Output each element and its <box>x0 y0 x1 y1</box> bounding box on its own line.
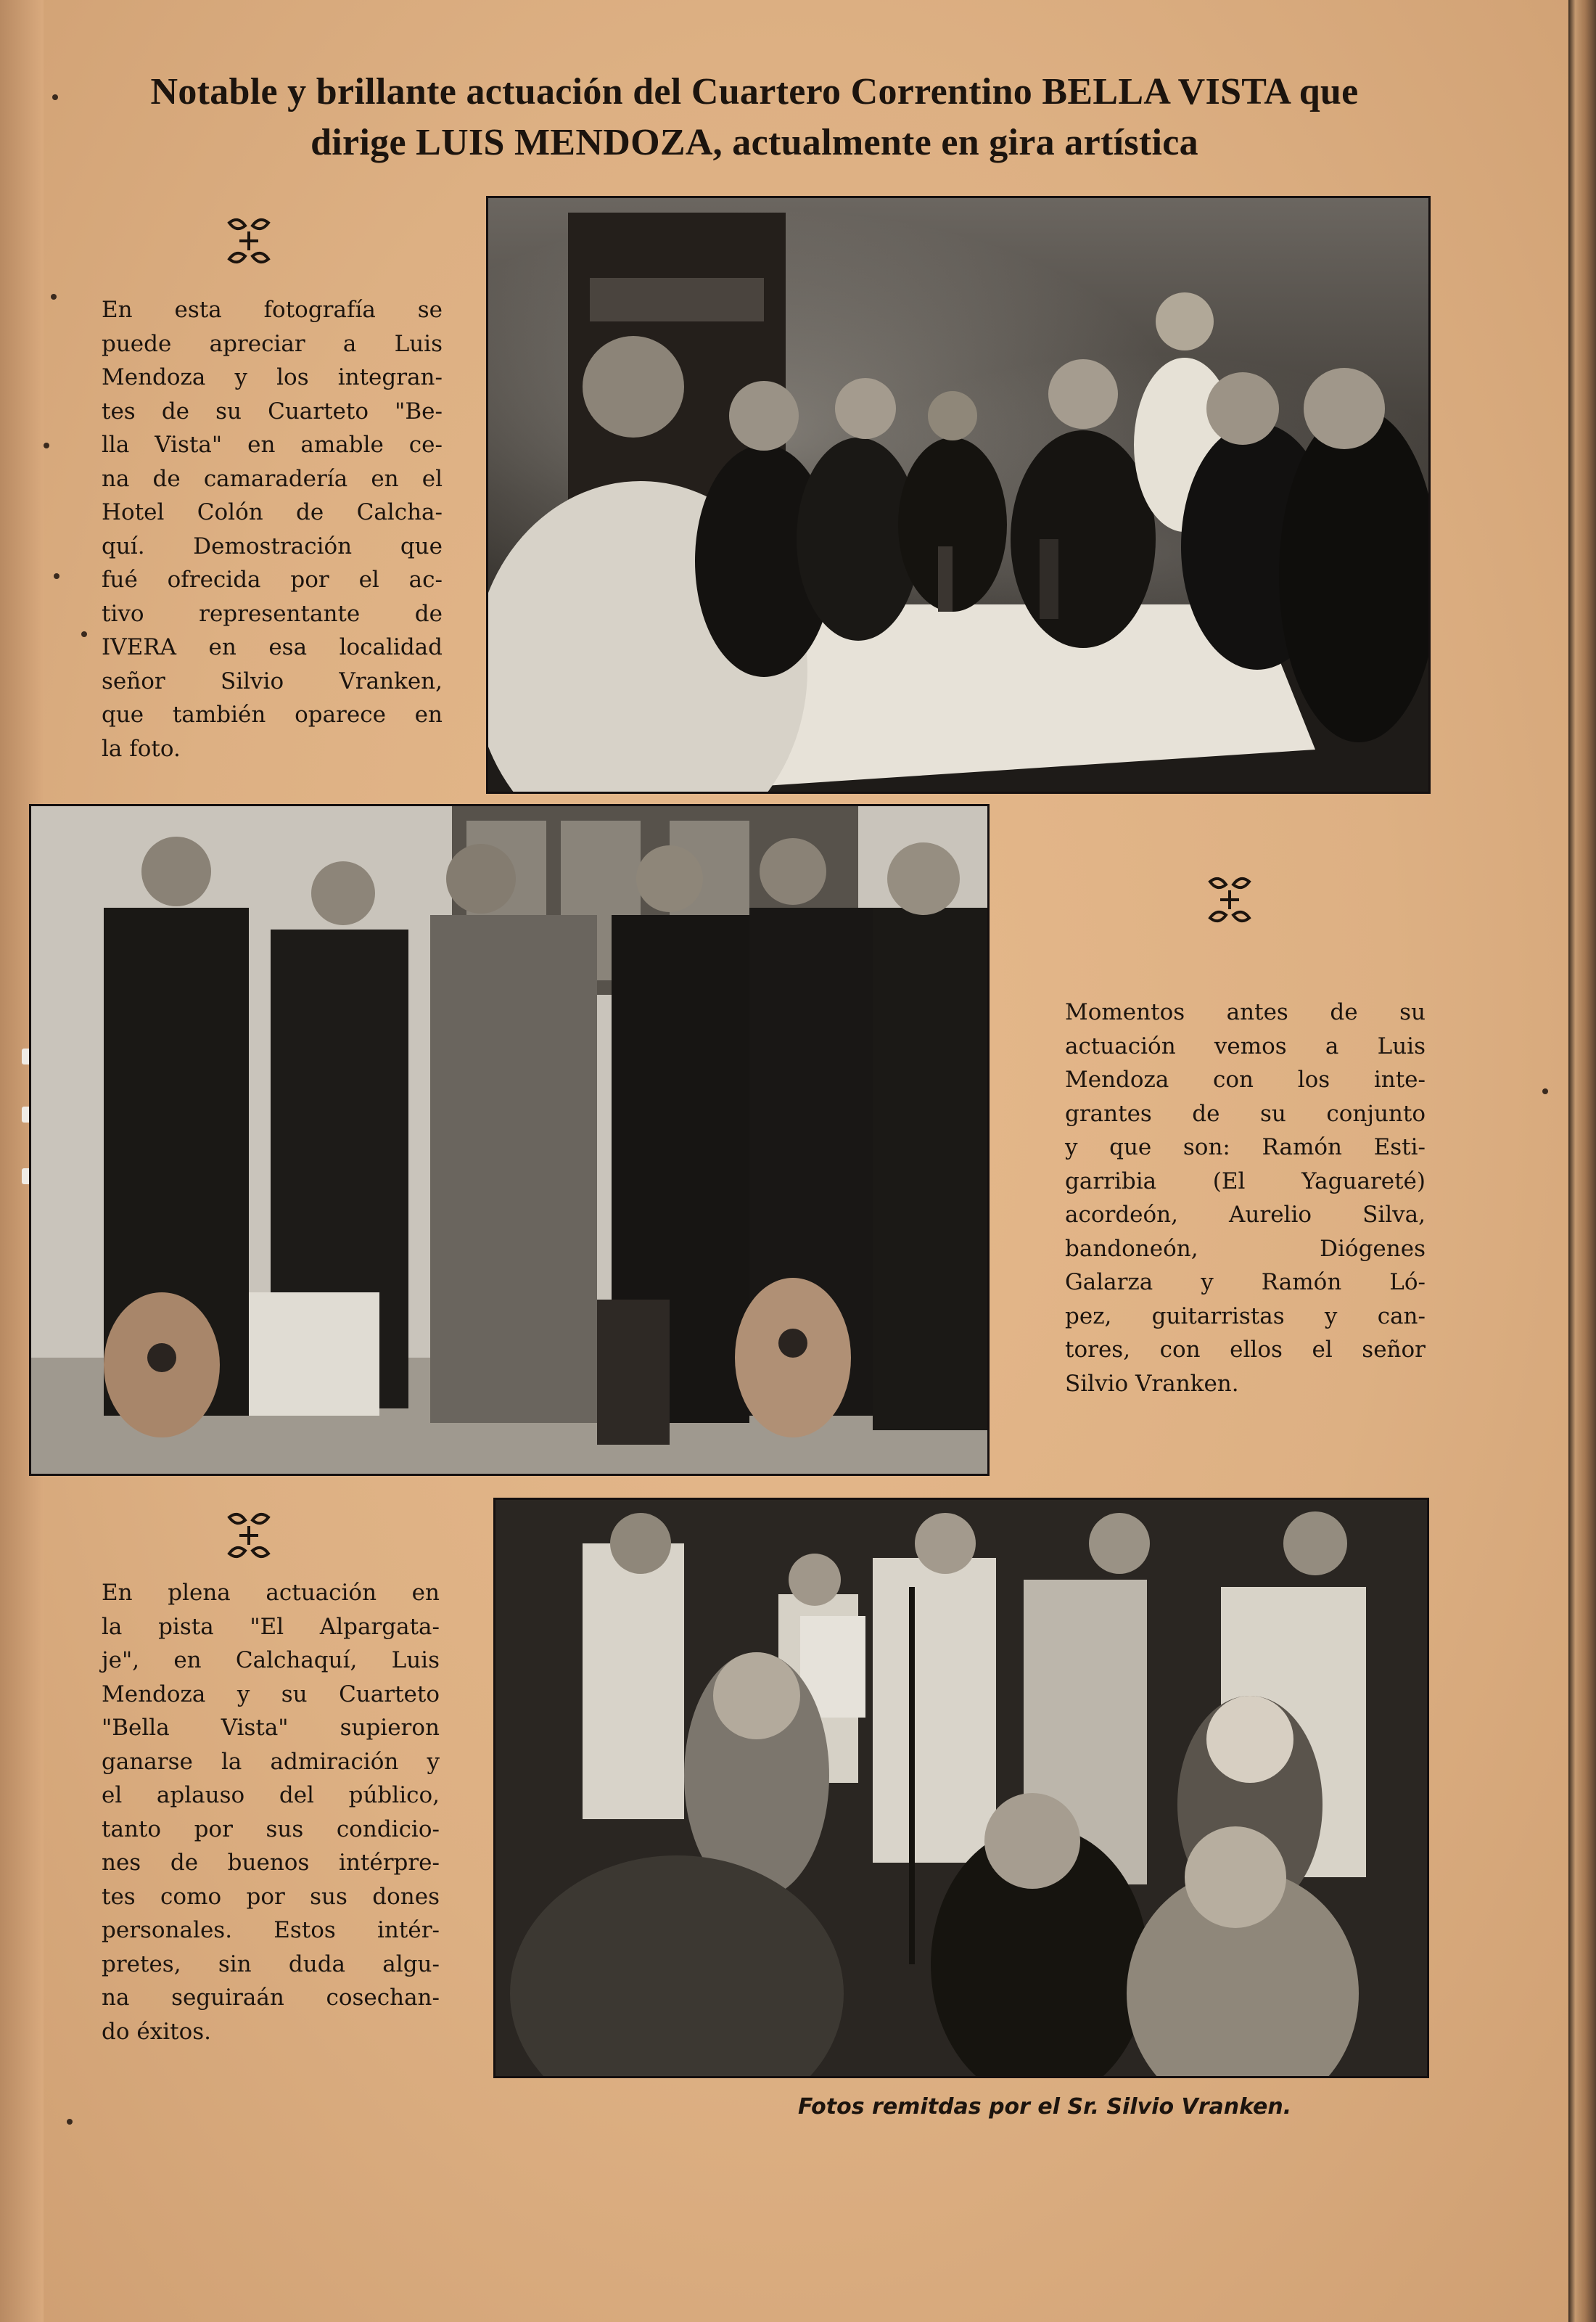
caption-line: fué ofrecida por el ac- <box>102 567 443 593</box>
caption-line: na seguiraán cosechan- <box>102 1985 440 2011</box>
photo-credits: Fotos remitdas por el Sr. Silvio Vranken. <box>798 2094 1292 2120</box>
caption-line: tes como por sus dones <box>102 1883 440 1910</box>
caption-line: do éxitos. <box>102 2018 211 2045</box>
caption-line: je", en Calchaquí, Luis <box>102 1647 440 1673</box>
headline-line-1: Notable y brillante actuación del Cuartero Correntino BELLA VISTA que <box>150 71 1359 112</box>
caption-line: el aplauso del público, <box>102 1782 440 1808</box>
caption-dinner <box>102 293 443 766</box>
caption-line: En plena actuación en <box>102 1580 440 1606</box>
caption-line: "Bella Vista" supieron <box>102 1715 440 1741</box>
caption-line: y que son: Ramón Esti- <box>1065 1134 1426 1160</box>
caption-performance <box>102 1576 440 2048</box>
caption-line: acordeón, Aurelio Silva, <box>1065 1202 1426 1228</box>
caption-line: En esta fotografía se <box>102 297 443 323</box>
caption-line: pez, guitarristas y can- <box>1065 1302 1426 1329</box>
caption-line: Momentos antes de su <box>1065 999 1426 1025</box>
caption-group <box>1065 996 1426 1400</box>
photo-group <box>29 804 990 1476</box>
photo-performance <box>493 1498 1429 2078</box>
caption-line: Galarza y Ramón Ló- <box>1065 1269 1426 1295</box>
ornament-icon <box>1204 874 1255 925</box>
caption-line: tores, con ellos el señor <box>1065 1337 1426 1363</box>
caption-line: na de camaradería en el <box>102 465 443 492</box>
caption-line: actuación vemos a Luis <box>1065 1033 1426 1059</box>
headline-line-2: dirige LUIS MENDOZA, actualmente en gira artística <box>310 122 1198 163</box>
caption-line: grantes de su conjunto <box>1065 1100 1426 1127</box>
photo-dinner <box>486 196 1431 794</box>
caption-line: tes de su Cuarteto "Be- <box>102 398 443 424</box>
caption-line: bandoneón, Diógenes <box>1065 1235 1426 1262</box>
ornament-icon <box>223 1510 274 1561</box>
caption-line: tanto por sus condicio- <box>102 1816 440 1842</box>
caption-line: lla Vista" en amable ce- <box>102 432 443 458</box>
caption-line: Silvio Vranken. <box>1065 1370 1239 1397</box>
caption-line: Mendoza y su Cuarteto <box>102 1681 440 1707</box>
caption-line: IVERA en esa localidad <box>102 634 443 660</box>
caption-line: Mendoza con los inte- <box>1065 1067 1426 1093</box>
caption-line: tivo representante de <box>102 600 443 627</box>
caption-line: personales. Estos intér- <box>102 1917 440 1943</box>
caption-line: la foto. <box>102 735 181 762</box>
caption-line: garribia (El Yaguareté) <box>1065 1168 1426 1194</box>
page-edge <box>1568 0 1596 2322</box>
caption-line: ganarse la admiración y <box>102 1748 440 1775</box>
caption-line: Hotel Colón de Calcha- <box>102 499 443 525</box>
caption-line: quí. Demostración que <box>102 533 443 559</box>
caption-line: nes de buenos intérpre- <box>102 1850 440 1876</box>
caption-line: la pista "El Alpargata- <box>102 1613 440 1640</box>
caption-line: Mendoza y los integran- <box>102 364 443 390</box>
ornament-icon <box>223 216 274 266</box>
headline <box>44 67 1465 168</box>
caption-line: señor Silvio Vranken, <box>102 668 443 694</box>
caption-line: puede apreciar a Luis <box>102 330 443 357</box>
caption-line: pretes, sin duda algu- <box>102 1950 440 1977</box>
caption-line: que también oparece en <box>102 702 443 728</box>
